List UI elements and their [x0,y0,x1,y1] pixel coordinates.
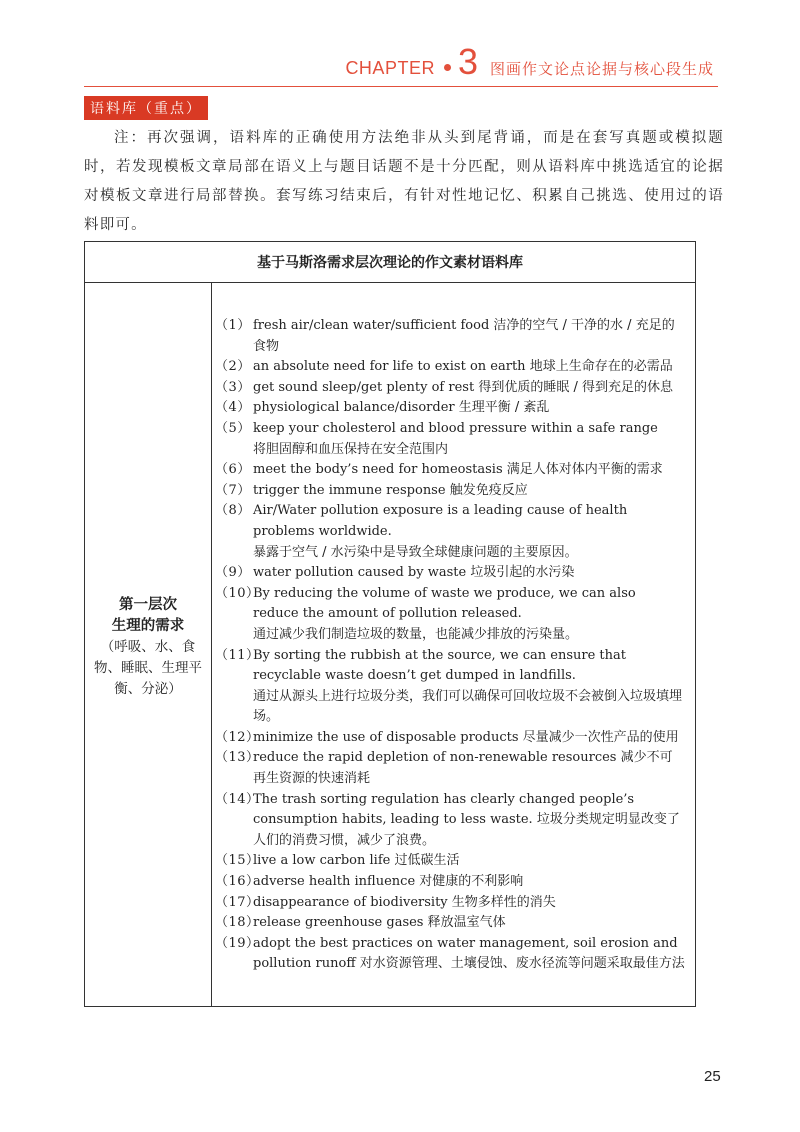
item-chinese: 地球上生命存在的必需品 [529,359,673,375]
list-item [215,851,685,872]
item-chinese: 触发免疫反应 [449,482,528,498]
item-number: （18） [215,915,260,931]
list-item [215,728,685,749]
list-item [215,501,685,563]
item-english: adverse health influence [253,874,416,890]
item-english: fresh air/clean water/sufficient food [253,318,490,333]
item-chinese: 洁净的空气 / 干净的水 / 充足的食物 [253,318,675,354]
chapter-number: 3 [457,41,478,82]
item-english: Air/Water pollution exposure is a leading cause of health problems worldwide. [253,503,628,539]
list-item [215,378,685,399]
level-subtitle: （呼吸、水、食物、睡眠、生理平衡、分泌） [94,639,202,697]
list-item [215,316,685,357]
item-number: （14） [215,791,260,807]
list-item [215,357,685,378]
section-tag: 语料库（重点） [84,96,208,120]
item-english: minimize the use of disposable products [253,729,519,745]
bullet-dot-icon [444,64,451,71]
list-item [215,748,685,789]
level-title-1: 第一层次 [119,597,177,613]
item-number: （4） [215,400,251,416]
item-english: meet the body’s need for homeostasis [253,462,503,478]
item-chinese: 垃圾分类规定明显改变了人们的消费习惯，减少了浪费。 [253,812,680,848]
list-item [215,872,685,893]
list-item [215,790,685,852]
item-chinese: 尽量减少一次性产品的使用 [522,729,679,745]
table-body [85,282,695,1006]
item-chinese: 将胆固醇和血压保持在安全范围内 [253,441,449,457]
item-number: （11） [215,647,260,663]
item-english: By sorting the rubbish at the source, we can ensure that recyclable waste doesn’t get dumped in landfills. [253,647,627,684]
level-column [85,282,212,1006]
item-chinese: 得到优质的睡眠 / 得到充足的休息 [478,379,673,395]
item-chinese: 对健康的不利影响 [419,874,524,890]
item-chinese: 满足人体对体内平衡的需求 [506,462,663,478]
item-number: （3） [215,379,251,395]
item-number: （9） [215,565,251,581]
item-english: trigger the immune response [253,482,446,498]
corpus-table [84,241,696,1007]
item-english: adopt the best practices on water management, soil erosion and pollution runoff [253,935,678,972]
note-paragraph: 注：再次强调，语料库的正确使用方法绝非从头到尾背诵，而是在套写真题或模拟题时，若发现模板文章局部在语义上与题目话题不是十分匹配，则从语料库中挑选适宜的论据对模板文章进行局部替换。套写练习结束后，有针对性地记忆、积累自己挑选、使用过的语料即可。 [84,130,724,233]
item-english: water pollution caused by waste [253,565,467,581]
item-chinese: 通过从源头上进行垃圾分类，我们可以确保可回收垃圾不会被倒入垃圾填埋场。 [253,688,683,725]
chapter-header [345,41,714,82]
item-number: （12） [215,729,260,745]
list-item [215,419,685,460]
item-chinese: 暴露于空气 / 水污染中是导致全球健康问题的主要原因。 [253,544,578,560]
list-item [215,563,685,584]
table-title: 基于马斯洛需求层次理论的作文素材语料库 [85,242,695,283]
item-chinese: 通过减少我们制造垃圾的数量，也能减少排放的污染量。 [253,626,579,642]
item-number: （17） [215,894,260,910]
chapter-title: 图画作文论点论据与核心段生成 [489,60,714,78]
item-chinese: 生物多样性的消失 [451,894,556,910]
list-item [215,913,685,934]
item-english: an absolute need for life to exist on earth [253,359,526,375]
item-number: （13） [215,750,260,766]
item-english: physiological balance/disorder [253,400,455,416]
list-item [215,646,685,728]
item-number: （19） [215,935,260,951]
level-title-2: 生理的需求 [111,618,185,634]
list-item [215,934,685,975]
list-item [215,481,685,502]
item-english: By reducing the volume of waste we produce, we can also reduce the amount of pollution released. [253,585,636,622]
item-chinese: 过低碳生活 [394,853,460,869]
item-number: （10） [215,585,260,601]
item-english: The trash sorting regulation has clearly changed people’s consumption habits, leading to less waste. [253,791,635,828]
level-label [91,595,205,700]
chapter-word: CHAPTER [345,58,435,78]
item-number: （15） [215,853,260,869]
list-item [215,460,685,481]
item-number: （7） [215,482,251,498]
item-chinese: 对水资源管理、土壤侵蚀、废水径流等问题采取最佳方法 [359,956,685,972]
item-english: get sound sleep/get plenty of rest [253,379,475,395]
item-chinese: 垃圾引起的水污染 [470,565,575,581]
item-english: live a low carbon life [253,853,391,869]
item-chinese: 减少不可再生资源的快速消耗 [253,750,673,787]
item-number: （5） [215,420,251,436]
item-number: （2） [215,359,251,375]
item-number: （6） [215,462,251,478]
item-chinese: 生理平衡 / 紊乱 [458,400,550,416]
item-english: disappearance of biodiversity [253,894,448,910]
item-english: keep your cholesterol and blood pressure within a safe range [253,420,658,436]
page-number: 25 [704,1068,721,1085]
list-item [215,584,685,646]
item-chinese: 释放温室气体 [427,915,506,931]
item-english: release greenhouse gases [253,915,424,931]
list-item [215,893,685,914]
list-item [215,398,685,419]
item-number: （8） [215,503,251,519]
items-list [215,316,685,975]
item-number: （1） [215,318,251,333]
item-number: （16） [215,874,260,890]
header-divider [84,86,718,87]
item-english: reduce the rapid depletion of non-renewable resources [253,750,617,766]
